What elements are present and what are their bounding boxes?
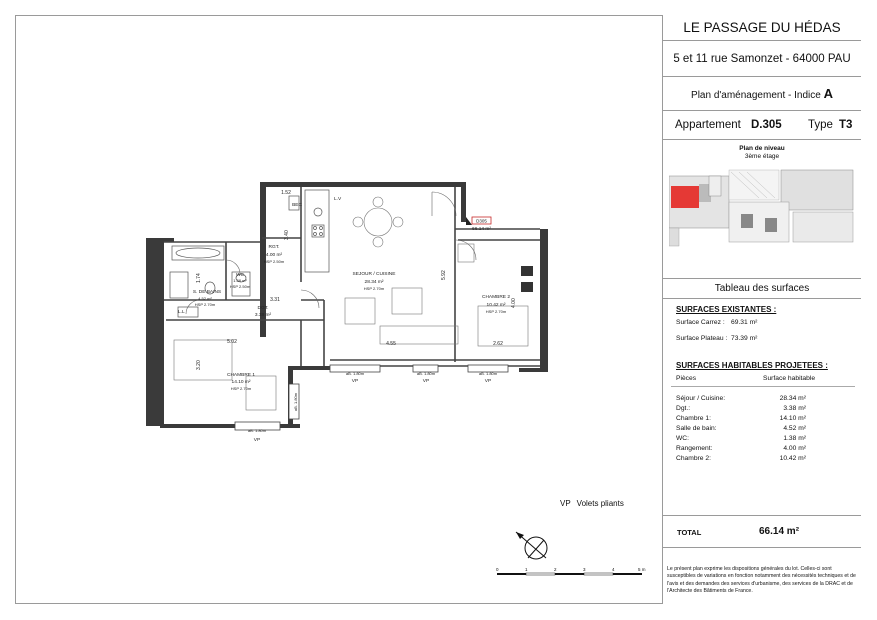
- legend-code: VP: [560, 499, 571, 508]
- table-row-area: 4.52 m²: [783, 425, 806, 432]
- label-vp-ch2: VP: [484, 379, 492, 384]
- label-vp-sejour: VP: [351, 379, 359, 384]
- label-fen-sej2: aB. 1.80m: [416, 371, 436, 376]
- table-row-area: 10.42 m²: [779, 455, 806, 462]
- room-sdb-hsp: HSP 2.70m: [194, 302, 216, 307]
- table-row-area: 28.34 m²: [779, 395, 806, 402]
- scale-tick-3: 3: [583, 567, 586, 572]
- room-sdb-area: 4.52 m²: [198, 296, 212, 301]
- apartment-label: Appartement: [675, 119, 741, 131]
- dim-1: 1.52: [281, 190, 291, 196]
- key-plan-floor: 3ème étage: [744, 153, 780, 160]
- col-rooms: Pièces: [676, 375, 697, 382]
- label-ll: L.L: [178, 310, 185, 315]
- project-address: 5 et 11 rue Samonzet - 64000 PAU: [663, 41, 861, 77]
- table-row-area: 3.38 m²: [783, 405, 806, 412]
- table-row-room: WC:: [676, 435, 689, 442]
- fixtures: [170, 190, 329, 317]
- projected-surfaces-title: SURFACES HABITABLES PROJETEES :: [676, 361, 828, 370]
- room-chambre2-hsp: HSP 2.70m: [485, 309, 507, 314]
- legend-text: Volets pliants: [576, 499, 624, 508]
- label-fen-side: aB. 1.80m: [293, 392, 298, 412]
- legend: [560, 499, 630, 508]
- title-block: [662, 15, 861, 604]
- label-vp-ch1: VP: [253, 438, 261, 443]
- key-plan-map: [669, 166, 857, 248]
- dim-9: 4.00: [511, 298, 517, 308]
- room-rgt-name: RGT.: [268, 245, 280, 250]
- room-wc-hsp: HSP 2.50m: [229, 284, 251, 289]
- room-rgt-area: 4.00 m²: [265, 253, 283, 258]
- dim-6: 4.55: [386, 341, 396, 347]
- existing-surfaces-title: SURFACES EXISTANTES :: [676, 305, 777, 314]
- room-sdb-name: S. DE BAINS: [192, 290, 222, 295]
- key-plan-title: Plan de niveau: [739, 145, 785, 152]
- disclaimer-text: Le présent plan exprime les dispositions générales du lot. Celles-ci sont susceptibles de variations en fonction notamment des nécessités techniques et de l'avis et des demandes des services d'urbanisme, des services de la DRAC et de l'Architecte des Bâtiments de France.: [667, 566, 856, 594]
- total-value: 66.14 m²: [759, 526, 800, 537]
- dim-4: 3.31: [270, 297, 280, 303]
- carrez-label: Surface Carrez :: [676, 319, 725, 326]
- col-area: Surface habitable: [763, 375, 816, 382]
- label-lv: L.V: [334, 197, 342, 202]
- table-row-room: Chambre 1:: [676, 415, 711, 422]
- project-title: LE PASSAGE DU HÉDAS: [663, 15, 861, 41]
- plan-index: A: [823, 86, 833, 101]
- room-dgt-name: DGT.: [257, 306, 269, 311]
- apartment-row: [663, 111, 861, 140]
- dim-5: 5.02: [227, 339, 237, 345]
- north-arrow-icon: [514, 530, 550, 564]
- dim-8: 3.20: [196, 360, 202, 370]
- room-dgt-area: 3.38 m²: [254, 313, 272, 318]
- disclaimer: [663, 548, 861, 604]
- label-fen-sej1: aB. 1.80m: [345, 371, 365, 376]
- table-row-room: Rangement:: [676, 445, 713, 452]
- doors: [186, 192, 476, 314]
- surfaces-table-title: Tableau des surfaces: [663, 279, 861, 299]
- dim-3: 5.92: [441, 270, 447, 280]
- room-sejour-hsp: HSP 2.70m: [363, 286, 385, 291]
- key-plan: [663, 140, 861, 279]
- tag-area: 66.14 m²: [472, 227, 491, 232]
- room-wc-area: 1.38 m²: [233, 278, 247, 283]
- table-row-room: Chambre 2:: [676, 455, 711, 462]
- total-label: TOTAL: [677, 528, 702, 537]
- plateau-label: Surface Plateau :: [676, 335, 728, 342]
- scale-bar: [496, 566, 656, 580]
- room-chambre2-area: 10.42 m²: [486, 303, 506, 308]
- scale-tick-0: 0: [496, 567, 499, 572]
- label-fen-ch2: aB. 1.80m: [478, 371, 498, 376]
- type-label: Type: [808, 119, 833, 131]
- plan-index-row: [663, 77, 861, 111]
- room-sejour-area: 28.34 m²: [364, 280, 384, 285]
- dim-10: 1.74: [196, 273, 202, 283]
- dim-2: 3.40: [284, 230, 290, 240]
- room-wc-name: WC: [236, 273, 244, 278]
- room-rgt-hsp: HSP 2.50m: [263, 259, 285, 264]
- table-row-room: Salle de bain:: [676, 425, 717, 432]
- table-row-room: Séjour / Cuisine:: [676, 395, 726, 402]
- scale-tick-2: 2: [554, 567, 557, 572]
- label-bec: BEC: [292, 203, 302, 208]
- apartment-number: D.305: [751, 119, 782, 131]
- label-vp-sejour2: VP: [422, 379, 430, 384]
- ac-units: [521, 266, 533, 292]
- scale-tick-4: 4: [612, 567, 615, 572]
- label-fen-ch1: aB. 1.80m: [247, 428, 267, 433]
- carrez-value: 69.31 m²: [731, 319, 758, 326]
- room-chambre1-area: 14.10 m²: [231, 380, 251, 385]
- table-row-area: 1.38 m²: [783, 435, 806, 442]
- tag-number: D305: [476, 218, 487, 224]
- surfaces-table: [663, 299, 861, 516]
- type-value: T3: [839, 119, 853, 131]
- scale-tick-1: 1: [525, 567, 528, 572]
- total-row: [663, 516, 861, 548]
- dim-7: 2.62: [493, 341, 503, 347]
- room-chambre1-hsp: HSP 2.70m: [230, 386, 252, 391]
- room-chambre1-name: CHAMBRE 1: [227, 373, 255, 378]
- room-sejour-name: SEJOUR / CUISINE: [352, 272, 396, 277]
- plan-label: Plan d'aménagement - Indice: [691, 90, 821, 101]
- table-row-room: Dgt.:: [676, 405, 691, 412]
- table-row-area: 14.10 m²: [779, 415, 806, 422]
- scale-tick-5: 5 m: [638, 567, 646, 572]
- room-chambre2-name: CHAMBRE 2: [482, 295, 510, 300]
- table-row-area: 4.00 m²: [783, 445, 806, 452]
- plateau-value: 73.39 m²: [731, 335, 758, 342]
